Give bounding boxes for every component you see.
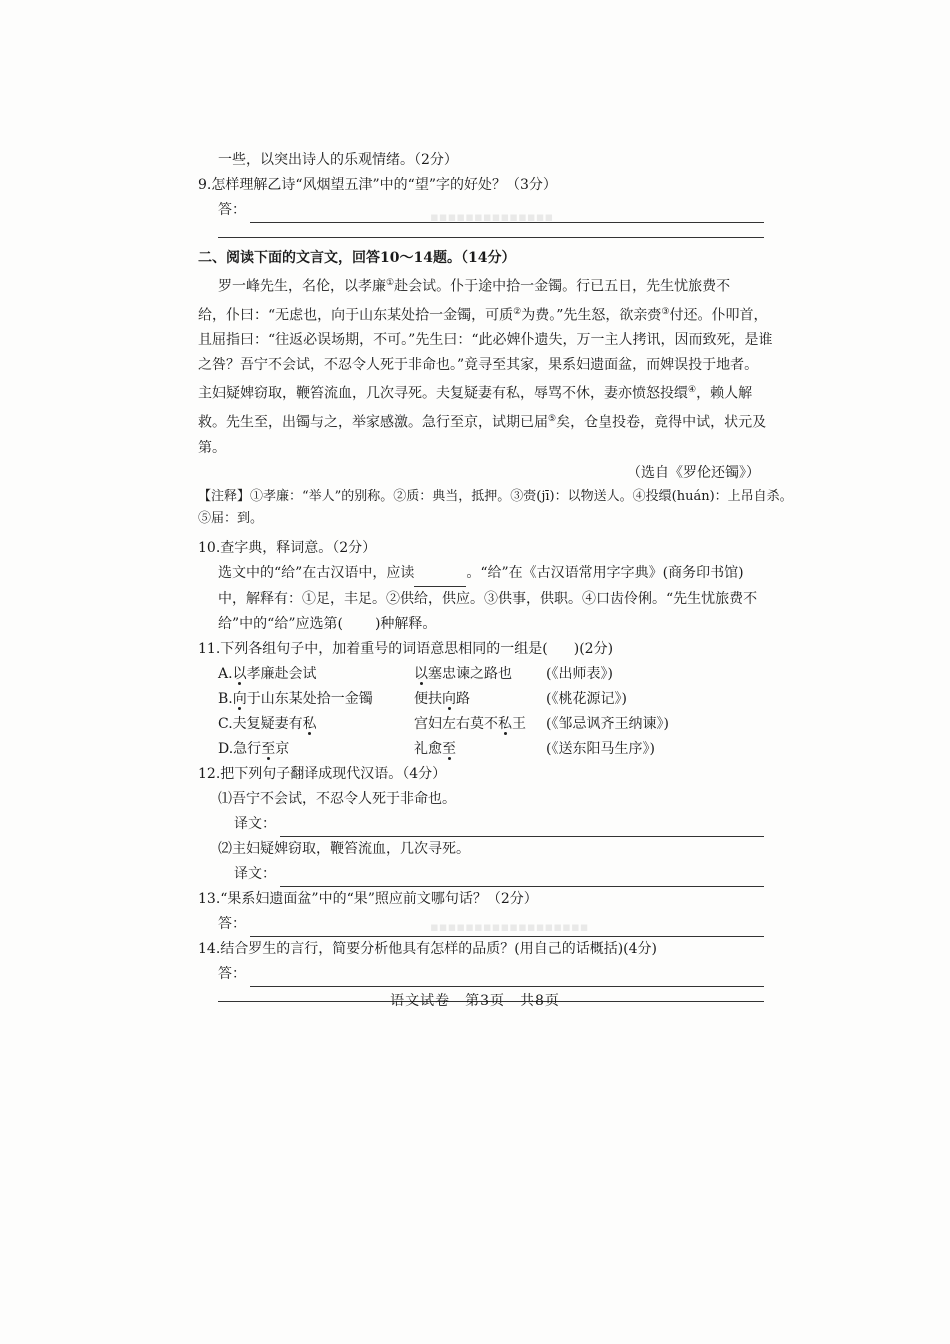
question-11: 11.下列各组句子中，加着重号的词语意思相同的一组是( )(2分) (198, 640, 614, 657)
blank-reading[interactable] (414, 561, 466, 587)
answer-line-9 (198, 198, 764, 223)
exam-content (198, 148, 793, 1002)
answer-label: 答： (218, 965, 246, 982)
bleed-through-mark: ▪▪▪▪▪▪▪▪▪▪▪▪▪▪▪▪▪▪ (430, 920, 589, 935)
option-b[interactable] (198, 687, 764, 712)
translation-line-1 (198, 812, 764, 837)
passage-line: 之咎？吾宁不会试，不忍令人死于非命也。”竟寻至其家，果系妇遗面盆，而婢误投于地者。 (198, 357, 759, 374)
translation-label: 译文： (234, 815, 276, 832)
question-12-1: ⑴吾宁不会试，不忍令人死于非命也。 (218, 790, 456, 807)
question-10-body: 中，解释有：①足，丰足。②供给，供应。③供事，供职。④口齿伶俐。“先生忧旅费不 (218, 590, 758, 607)
option-a-source: (《出师表》) (546, 665, 613, 682)
translation-label: 译文： (234, 865, 276, 882)
option-b-source: (《桃花源记》) (546, 690, 627, 707)
option-a-mid: 以塞忠谏之路也 (414, 665, 512, 682)
prev-answer-tail: 一些，以突出诗人的乐观情绪。（2分） (218, 152, 458, 168)
question-12-2: ⑵主妇疑婢窃取，鞭笞流血，几次寻死。 (218, 840, 470, 857)
option-d[interactable] (198, 737, 764, 762)
annotation-note-cont: ⑤届：到。 (198, 510, 264, 526)
passage-line: 第。 (198, 439, 226, 456)
passage-line: 主妇疑婢窃取，鞭笞流血，几次寻死。夫复疑妻有私，辱骂不休，妻亦愤怒投缳④，赖人解 (198, 385, 753, 402)
answer-rule-9b[interactable] (218, 223, 764, 238)
bleed-through-mark: ▪▪▪▪▪▪▪▪▪▪▪▪▪▪ (430, 210, 554, 225)
passage-line: 给，仆曰：“无虑也，向于山东某处拾一金镯，可质②为费。”先生怒，欲亲赍③付还。仆叩首， (198, 306, 768, 324)
section-2-heading: 二、阅读下面的文言文，回答10～14题。（14分） (198, 250, 516, 266)
option-a-left: A.以孝廉赴会试 (218, 665, 317, 682)
translation-field-2[interactable] (280, 868, 764, 887)
option-c-source: (《邹忌讽齐王纳谏》) (546, 715, 669, 732)
answer-field-9[interactable] (250, 204, 764, 223)
option-a[interactable] (198, 662, 764, 687)
question-10-body: 选文中的“给”在古汉语中，应读 。“给”在《古汉语常用字字典》(商务印书馆) (198, 561, 764, 587)
option-b-mid: 便扶向路 (414, 690, 470, 707)
question-13: 13.“果系妇遗面盆”中的“果”照应前文哪句话？（2分） (198, 890, 538, 907)
question-12: 12.把下列句子翻译成现代汉语。（4分） (198, 765, 447, 782)
answer-line-13 (198, 912, 764, 937)
option-b-left: B.向于山东某处拾一金镯 (218, 690, 373, 707)
option-c-left: C.夫复疑妻有私 (218, 715, 317, 732)
question-9: 9.怎样理解乙诗“风烟望五津”中的“望”字的好处？（3分） (198, 177, 557, 193)
option-d-source: (《送东阳马生序》) (546, 740, 655, 757)
option-d-left: D.急行至京 (218, 740, 290, 757)
option-c[interactable] (198, 712, 764, 737)
translation-field-1[interactable] (280, 818, 764, 837)
answer-line-14 (198, 962, 764, 987)
question-10: 10.查字典，释词意。（2分） (198, 539, 377, 556)
answer-field-13[interactable] (250, 918, 764, 937)
question-10-body: 给”中的“给”应选第( )种解释。 (218, 615, 437, 632)
option-d-mid: 礼愈至 (414, 740, 456, 757)
annotation-note: 【注释】①孝廉：“举人”的别称。②质：典当，抵押。③赍(jī)：以物送人。④投缳(huán)：上吊自杀。 (198, 488, 793, 504)
answer-field-14[interactable] (250, 968, 764, 987)
passage-line: 且屈指曰：“往返必误场期，不可。”先生曰：“此必婢仆遗失，万一主人拷讯，因而致死，是谁 (198, 332, 773, 349)
question-14: 14.结合罗生的言行，简要分析他具有怎样的品质？(用自己的话概括)(4分) (198, 940, 658, 957)
passage-line: 救。先生至，出镯与之，举家感激。急行至京，试期已届⑤矣，仓皇投卷，竟得中试，状元及 (198, 413, 767, 431)
passage-source: （选自《罗伦还镯》） (627, 464, 760, 481)
page-footer: 语文试卷 第3页 共8页 (390, 993, 560, 1009)
option-c-mid: 宫妇左右莫不私王 (414, 715, 526, 732)
passage-line: 罗一峰先生，名伦，以孝廉①赴会试。仆于途中拾一金镯。行已五日，先生忧旅费不 (218, 278, 731, 295)
passage (198, 271, 773, 486)
answer-label: 答： (218, 915, 246, 932)
translation-line-2 (198, 862, 764, 887)
answer-label: 答： (218, 202, 246, 218)
